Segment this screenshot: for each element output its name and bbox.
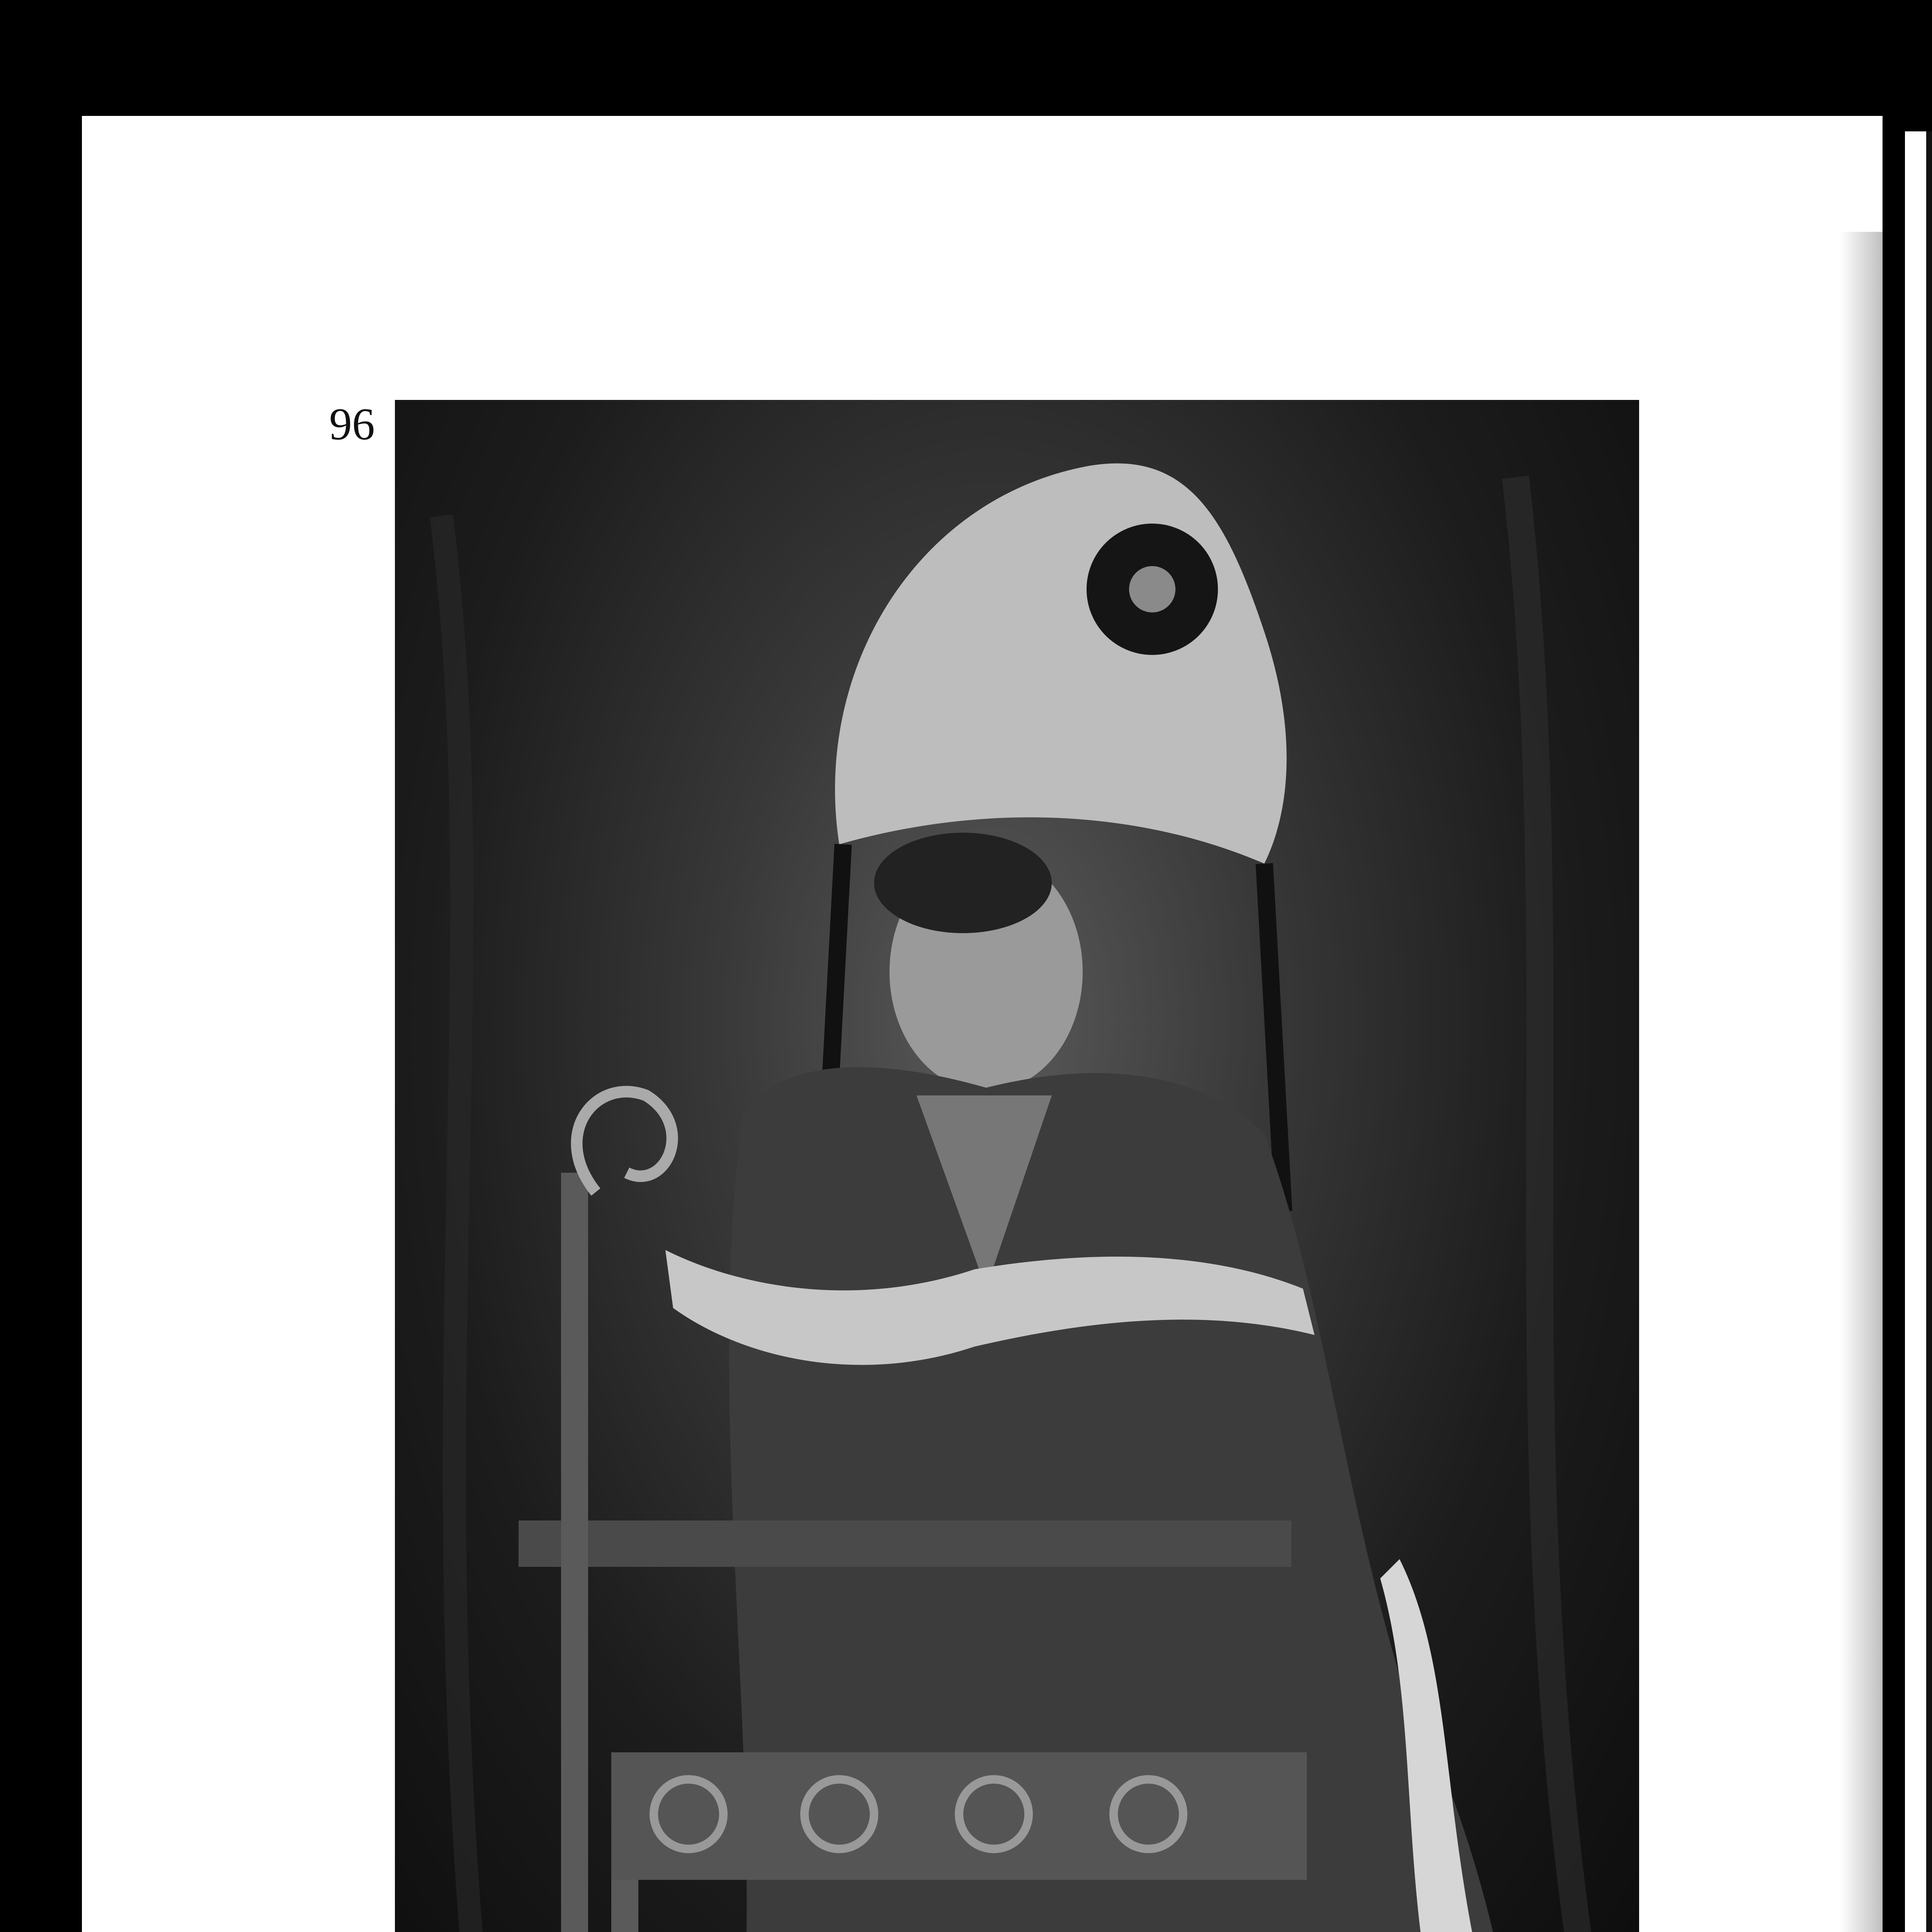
- page-gutter-shadow: [1840, 232, 1883, 1932]
- page-edge-line: [1926, 131, 1932, 1932]
- magazine-page: [82, 116, 1883, 1932]
- page-number: 96: [329, 399, 375, 449]
- portrait-photograph: [395, 400, 1639, 1932]
- portrait-illustration: [395, 400, 1639, 1932]
